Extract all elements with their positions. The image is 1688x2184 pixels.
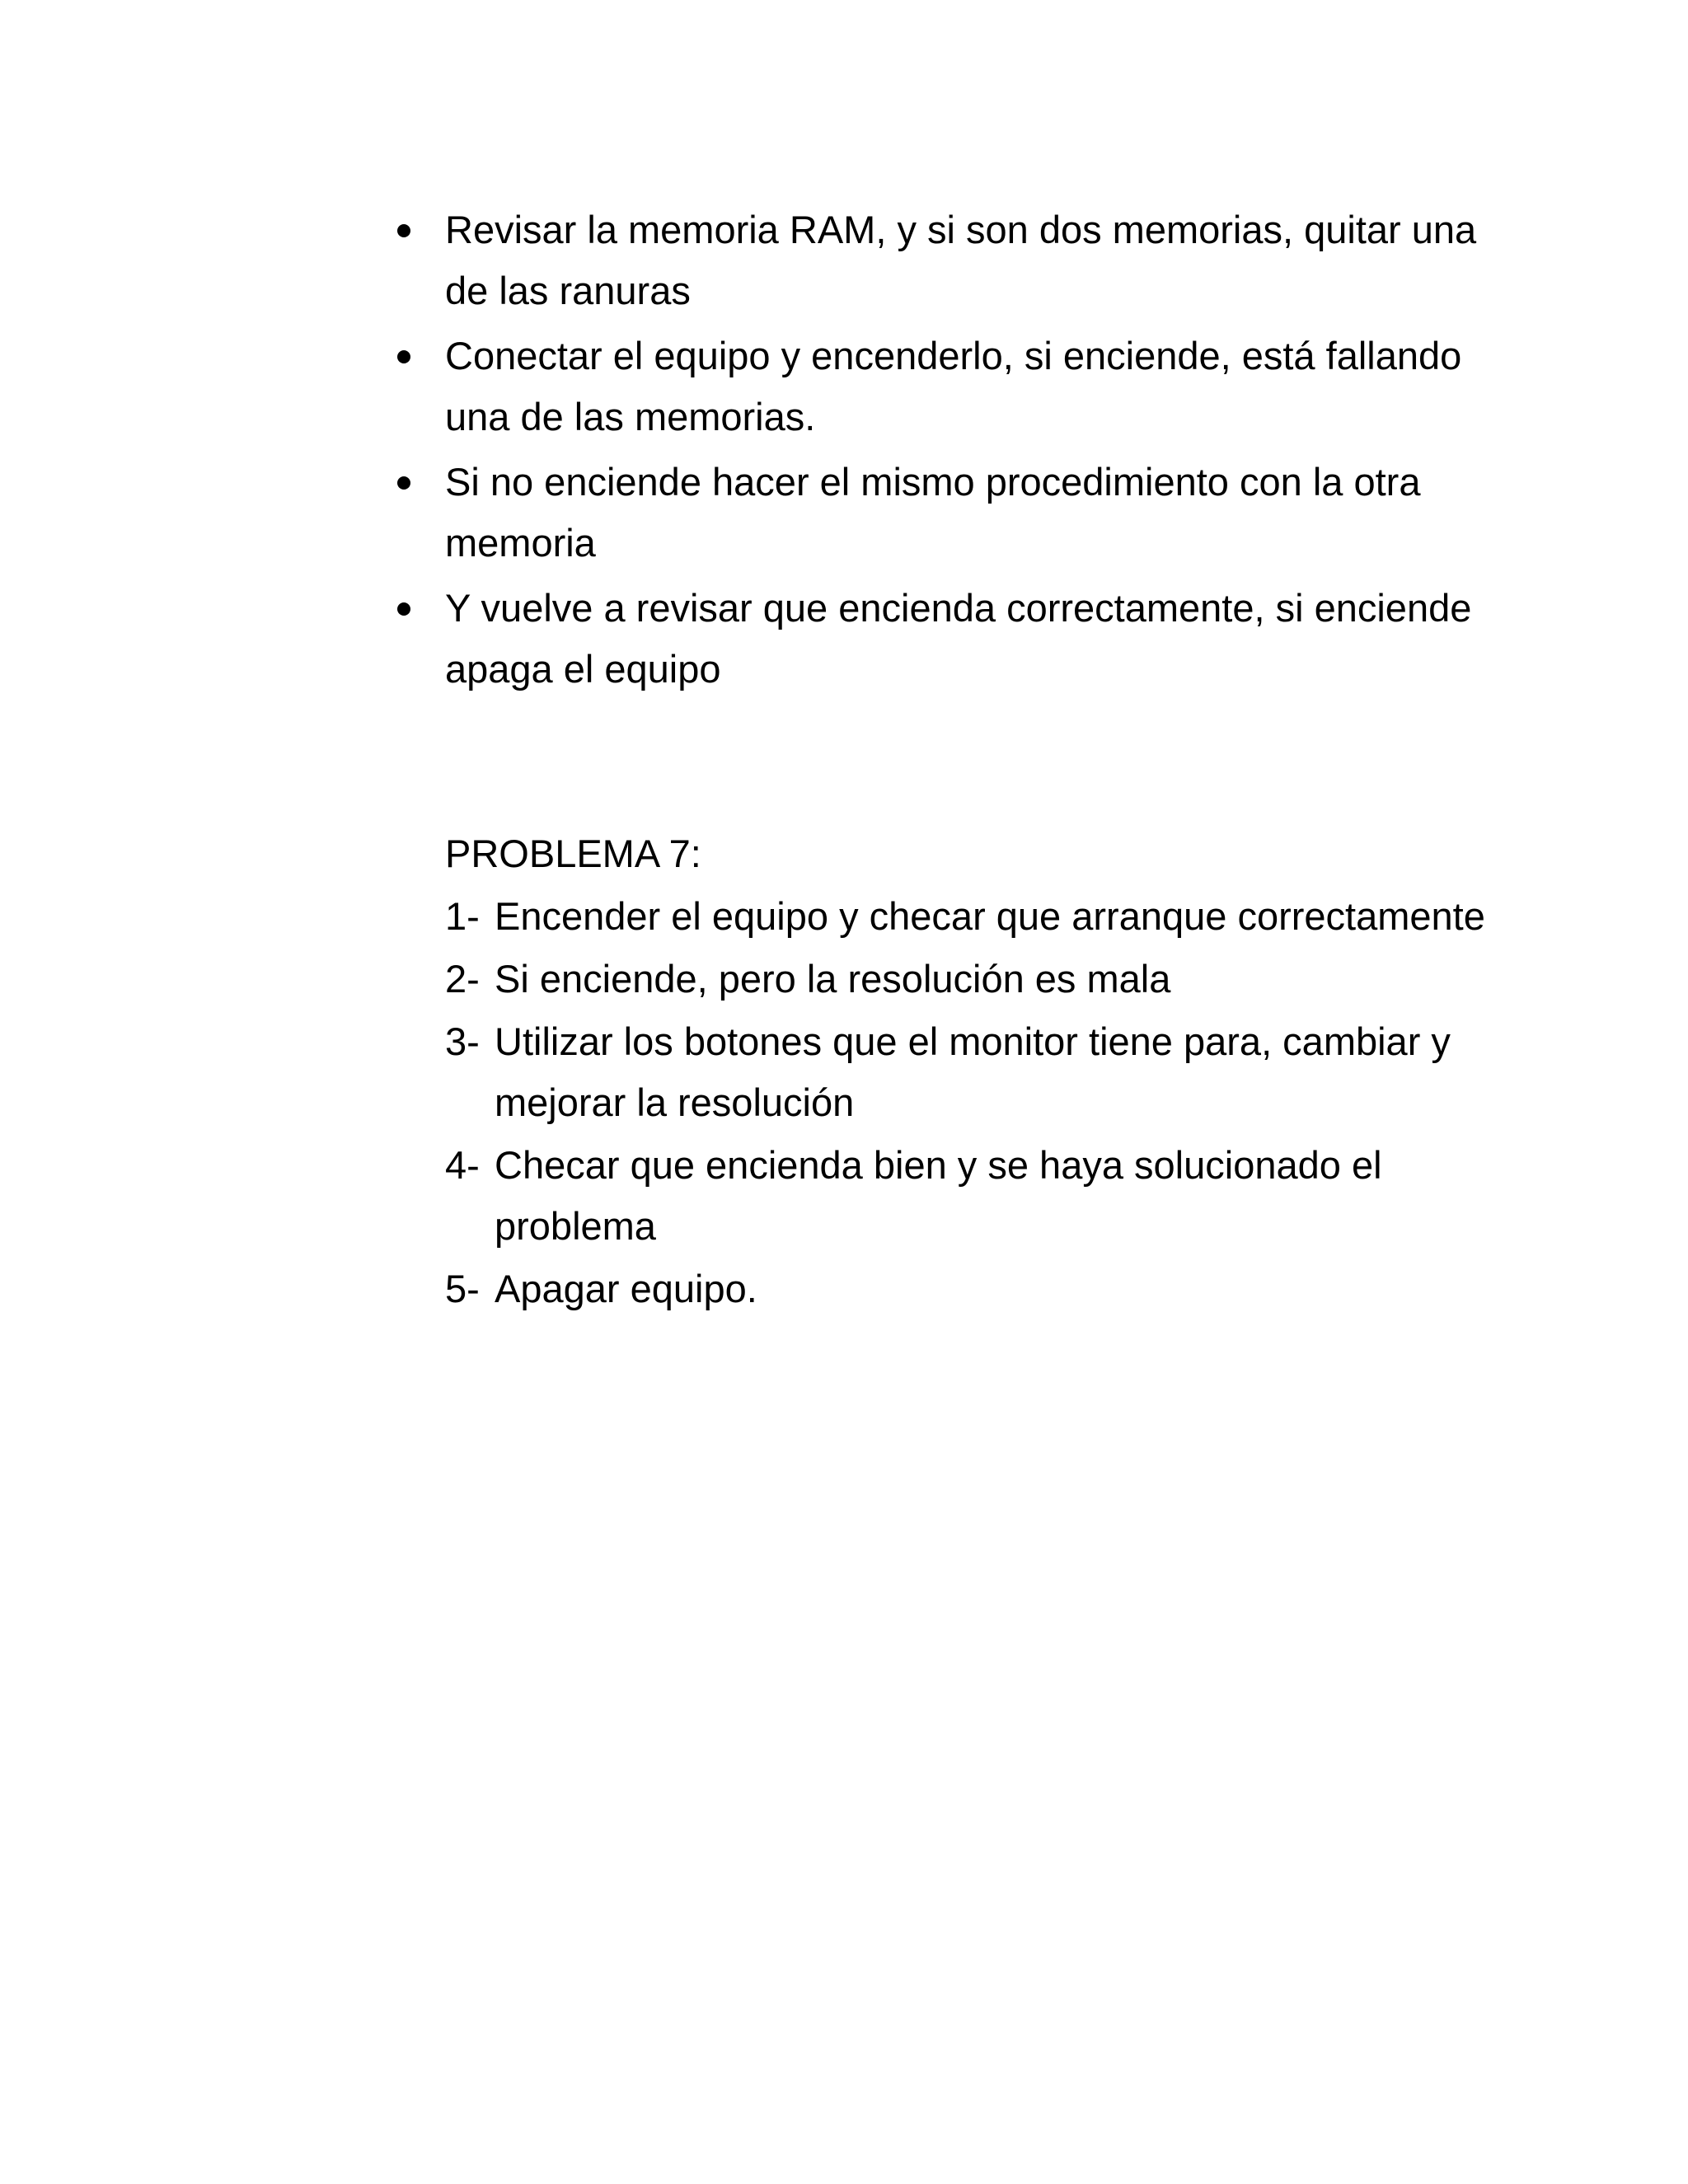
bullet-point-icon [397, 224, 410, 237]
bullet-item [387, 326, 1492, 448]
step-item [445, 1011, 1492, 1133]
bullet-text: Si no enciende hacer el mismo procedimiento con la otra memoria [445, 460, 1421, 565]
bullet-text: Conectar el equipo y encenderlo, si enciende, está fallando una de las memorias. [445, 334, 1462, 438]
bullet-item [387, 199, 1492, 321]
step-text: Si enciende, pero la resolución es mala [495, 957, 1171, 1001]
step-number: 5- [445, 1267, 480, 1310]
bullet-text: Y vuelve a revisar que encienda correctamente, si enciende apaga el equipo [445, 586, 1472, 691]
step-item [445, 949, 1492, 1010]
bullet-item [387, 452, 1492, 574]
step-text: Checar que encienda bien y se haya solucionado el problema [495, 1143, 1382, 1248]
step-item [445, 886, 1492, 947]
step-item [445, 1135, 1492, 1257]
step-number: 1- [445, 894, 480, 938]
page-content [387, 199, 1492, 1321]
step-text: Apagar equipo. [495, 1267, 757, 1310]
bullet-point-icon [397, 350, 410, 363]
step-number: 4- [445, 1143, 480, 1187]
bullet-point-icon [397, 602, 410, 616]
bullet-point-icon [397, 476, 410, 490]
bullet-list [387, 199, 1492, 700]
bullet-item [387, 578, 1492, 700]
step-text: Utilizar los botones que el monitor tiene para, cambiar y mejorar la resolución [495, 1019, 1451, 1124]
problem-heading: PROBLEMA 7: [445, 832, 701, 875]
step-text: Encender el equipo y checar que arranque correctamente [495, 894, 1485, 938]
problem-section [387, 823, 1492, 1319]
step-number: 2- [445, 957, 480, 1001]
step-number: 3- [445, 1019, 480, 1063]
problem-steps [445, 886, 1492, 1319]
bullet-text: Revisar la memoria RAM, y si son dos memorias, quitar una de las ranuras [445, 208, 1477, 312]
step-item [445, 1258, 1492, 1319]
